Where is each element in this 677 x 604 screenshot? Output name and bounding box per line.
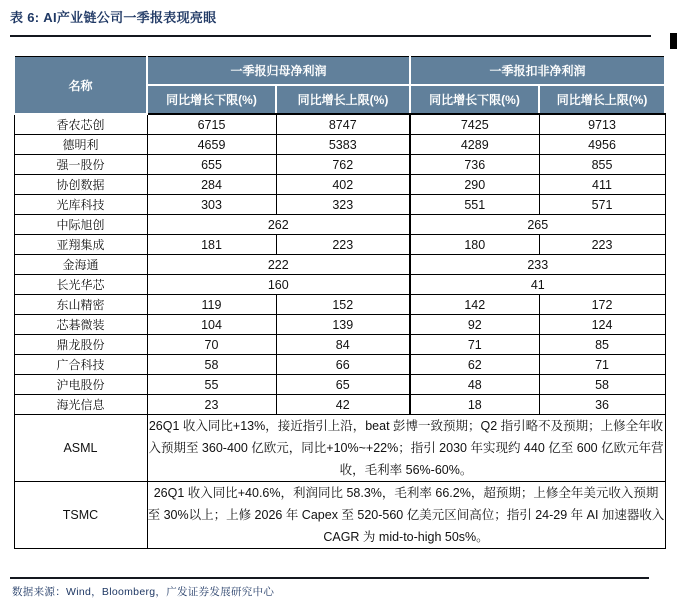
cell-value: 42	[276, 395, 410, 415]
cell-value: 571	[539, 195, 665, 215]
company-name: ASML	[14, 415, 147, 482]
company-note-text: 26Q1 收入同比+13%，接近指引上沿，beat 彭博一致预期；Q2 指引略不及预期；上修全年收入预期至 360-400 亿欧元，同比+10%~+22%；指引 2030 年实现约 440 亿至 600 亿欧元年营收，毛利率 56%-60%。	[147, 415, 665, 482]
cell-value: 70	[147, 335, 276, 355]
company-name: 东山精密	[14, 295, 147, 315]
q1-results-table	[13, 56, 666, 549]
cell-value: 736	[410, 155, 539, 175]
col-header-yoy-upper-1: 同比增长上限(%)	[276, 85, 410, 114]
company-name: 光库科技	[14, 195, 147, 215]
company-name: 金海通	[14, 255, 147, 275]
company-name: 德明利	[14, 135, 147, 155]
company-name: 鼎龙股份	[14, 335, 147, 355]
cell-value: 223	[276, 235, 410, 255]
cell-value: 655	[147, 155, 276, 175]
footer-divider	[10, 577, 649, 579]
cell-value: 58	[147, 355, 276, 375]
data-source-note: 数据来源：Wind，Bloomberg，广发证券发展研究中心	[12, 586, 275, 598]
table-row	[14, 315, 665, 335]
table-row	[14, 335, 665, 355]
cell-value-merged: 265	[410, 215, 665, 235]
table-body	[14, 114, 665, 549]
cell-value: 551	[410, 195, 539, 215]
table-row	[14, 295, 665, 315]
col-group-net-profit: 一季报归母净利润	[147, 57, 410, 86]
header-group-row	[14, 57, 665, 86]
cell-value: 124	[539, 315, 665, 335]
cell-value: 85	[539, 335, 665, 355]
table-row	[14, 155, 665, 175]
cell-value: 223	[539, 235, 665, 255]
table-header	[14, 57, 665, 115]
cell-value: 84	[276, 335, 410, 355]
cell-value: 66	[276, 355, 410, 375]
company-name: 沪电股份	[14, 375, 147, 395]
cell-value: 71	[539, 355, 665, 375]
cell-value: 48	[410, 375, 539, 395]
table-row	[14, 255, 665, 275]
company-name: 香农芯创	[14, 114, 147, 135]
table-row	[14, 195, 665, 215]
cell-value: 855	[539, 155, 665, 175]
cell-value: 762	[276, 155, 410, 175]
table-row-note	[14, 415, 665, 482]
table-row	[14, 395, 665, 415]
company-name: 亚翔集成	[14, 235, 147, 255]
cell-value: 9713	[539, 114, 665, 135]
company-name: 长光华芯	[14, 275, 147, 295]
cell-value: 92	[410, 315, 539, 335]
company-name: 海光信息	[14, 395, 147, 415]
cell-value: 180	[410, 235, 539, 255]
cell-value: 411	[539, 175, 665, 195]
company-name: 中际旭创	[14, 215, 147, 235]
table-row-note	[14, 482, 665, 549]
cell-value: 8747	[276, 114, 410, 135]
table-row	[14, 215, 665, 235]
cell-value: 402	[276, 175, 410, 195]
cell-value: 7425	[410, 114, 539, 135]
cell-value: 4289	[410, 135, 539, 155]
title-divider	[10, 35, 651, 37]
table-row	[14, 375, 665, 395]
table-row	[14, 175, 665, 195]
cell-value: 284	[147, 175, 276, 195]
company-name: TSMC	[14, 482, 147, 549]
cell-value: 290	[410, 175, 539, 195]
page-edge-marker	[670, 33, 677, 49]
table-row	[14, 275, 665, 295]
cell-value: 23	[147, 395, 276, 415]
cell-value: 65	[276, 375, 410, 395]
cell-value: 55	[147, 375, 276, 395]
company-name: 协创数据	[14, 175, 147, 195]
table-row	[14, 235, 665, 255]
cell-value-merged: 41	[410, 275, 665, 295]
col-header-yoy-lower-2: 同比增长下限(%)	[410, 85, 539, 114]
cell-value: 62	[410, 355, 539, 375]
cell-value: 181	[147, 235, 276, 255]
cell-value-merged: 262	[147, 215, 410, 235]
col-header-name: 名称	[14, 57, 147, 115]
cell-value: 4956	[539, 135, 665, 155]
cell-value: 58	[539, 375, 665, 395]
company-name: 强一股份	[14, 155, 147, 175]
cell-value-merged: 160	[147, 275, 410, 295]
table-row	[14, 135, 665, 155]
cell-value: 172	[539, 295, 665, 315]
company-name: 芯碁微装	[14, 315, 147, 335]
col-header-yoy-lower-1: 同比增长下限(%)	[147, 85, 276, 114]
cell-value: 36	[539, 395, 665, 415]
company-note-text: 26Q1 收入同比+40.6%，利润同比 58.3%，毛利率 66.2%，超预期；上修全年美元收入预期至 30%以上；上修 2026 年 Capex 至 520-560 亿美元区间高位；指引 24-29 年 AI 加速器收入 CAGR 为 mid-to-high 50s%。	[147, 482, 665, 549]
cell-value: 4659	[147, 135, 276, 155]
cell-value: 142	[410, 295, 539, 315]
col-group-nonrecurring-profit: 一季报扣非净利润	[410, 57, 665, 86]
cell-value-merged: 233	[410, 255, 665, 275]
cell-value-merged: 222	[147, 255, 410, 275]
cell-value: 303	[147, 195, 276, 215]
cell-value: 18	[410, 395, 539, 415]
cell-value: 104	[147, 315, 276, 335]
company-name: 广合科技	[14, 355, 147, 375]
cell-value: 119	[147, 295, 276, 315]
cell-value: 139	[276, 315, 410, 335]
cell-value: 6715	[147, 114, 276, 135]
col-header-yoy-upper-2: 同比增长上限(%)	[539, 85, 665, 114]
cell-value: 5383	[276, 135, 410, 155]
cell-value: 323	[276, 195, 410, 215]
cell-value: 71	[410, 335, 539, 355]
table-row	[14, 114, 665, 135]
table-row	[14, 355, 665, 375]
page-title: 表 6: AI产业链公司一季报表现亮眼	[10, 10, 217, 25]
cell-value: 152	[276, 295, 410, 315]
